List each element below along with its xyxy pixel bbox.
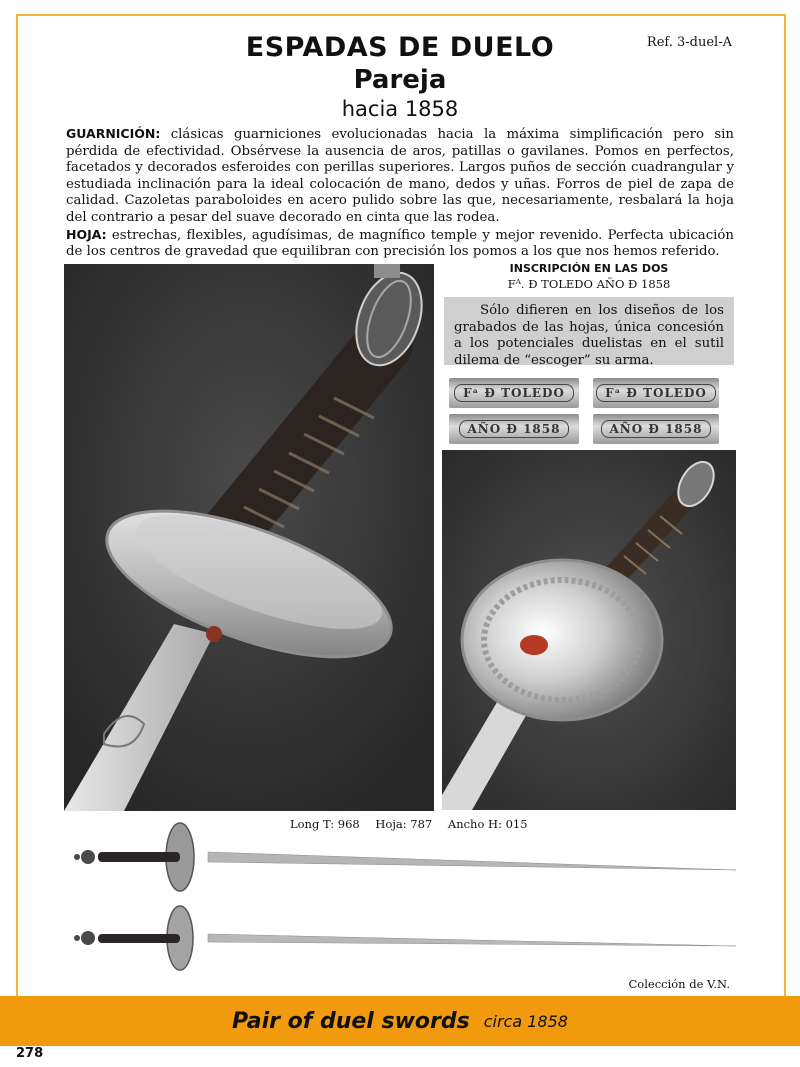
- measure-long: Long T: 968: [290, 817, 360, 831]
- inscription-title: INSCRIPCIÓN EN LAS DOS: [509, 262, 669, 275]
- hoja-label: HOJA:: [66, 226, 107, 242]
- stamp-year-1: [449, 414, 579, 444]
- stamp-year-1-text: AÑO Ð 1858: [459, 420, 570, 438]
- page-number: 278: [16, 1046, 44, 1061]
- hoja-text: estrechas, flexibles, agudísimas, de magnífico temple y mejor revenido. Perfecta ubicación de los centros de gravedad que equilibran con precisión los pomos a los que nos hemos referido.: [66, 227, 734, 260]
- comparison-note: Sólo difieren en los diseños de los grabados de las hojas, única concesión a los potenciales duelistas en el sutil dilema de “escoger” su arma.: [444, 297, 734, 365]
- measure-hoja: Hoja: 787: [375, 817, 433, 831]
- page-frame-right: [784, 14, 786, 1044]
- stamp-toledo-2-text: Fᵃ Ð TOLEDO: [596, 384, 716, 402]
- banner-circa: circa 1858: [483, 1011, 568, 1031]
- guard-photo-image: [442, 450, 736, 810]
- stamp-year-2: [593, 414, 719, 444]
- guarnicion-paragraph: [66, 126, 734, 227]
- banner-title: Pair of duel swords: [232, 1008, 470, 1034]
- page-subtitle: Pareja: [353, 65, 447, 95]
- stamp-year-2-text: AÑO Ð 1858: [601, 420, 712, 438]
- guarnicion-label: GUARNICIÓN:: [66, 126, 161, 141]
- description-text: [66, 126, 734, 261]
- full-sword-1: [68, 822, 738, 894]
- page-date: hacia 1858: [341, 97, 459, 121]
- stamp-toledo-2: [593, 378, 719, 408]
- stamp-toledo-1-text: Fᵃ Ð TOLEDO: [454, 384, 574, 402]
- hilt-photo-large: [64, 264, 434, 811]
- collection-credit: Colección de V.N.: [628, 977, 730, 991]
- hilt-photo-large-image: [64, 264, 434, 811]
- bottom-banner: [0, 996, 800, 1046]
- hoja-paragraph: [66, 227, 734, 261]
- page-frame-top: [16, 14, 784, 16]
- page-frame-left: [16, 14, 18, 1044]
- stamp-toledo-1: [449, 378, 579, 408]
- full-sword-2: [68, 904, 738, 974]
- measure-ancho: Ancho H: 015: [447, 817, 528, 831]
- inscription-text: Fᴬ. Ð TOLEDO AÑO Ð 1858: [507, 277, 671, 291]
- guarnicion-text: clásicas guarniciones evolucionadas hacia la máxima simplificación pero sin pérdida de efectividad. Obsérvese la ausencia de aros, patillas o gavilanes. Pomos en perfectos, facetados y decorados esferoides con perillas superiores. Largos puños de sección cuadrangular y estudiada inclinación para la ideal colocación de mano, dedos y uñas. Forros de piel de zapa de calidad. Cazoletas paraboloides en acero pulido sobre las que, necesariamente, resbalará la hoja del contrario a pesar del suave decorado en cinta que las rodea.: [66, 127, 734, 225]
- guard-photo: [442, 450, 736, 810]
- page-title: ESPADAS DE DUELO: [245, 32, 555, 63]
- reference-code: Ref. 3-duel-A: [646, 35, 732, 50]
